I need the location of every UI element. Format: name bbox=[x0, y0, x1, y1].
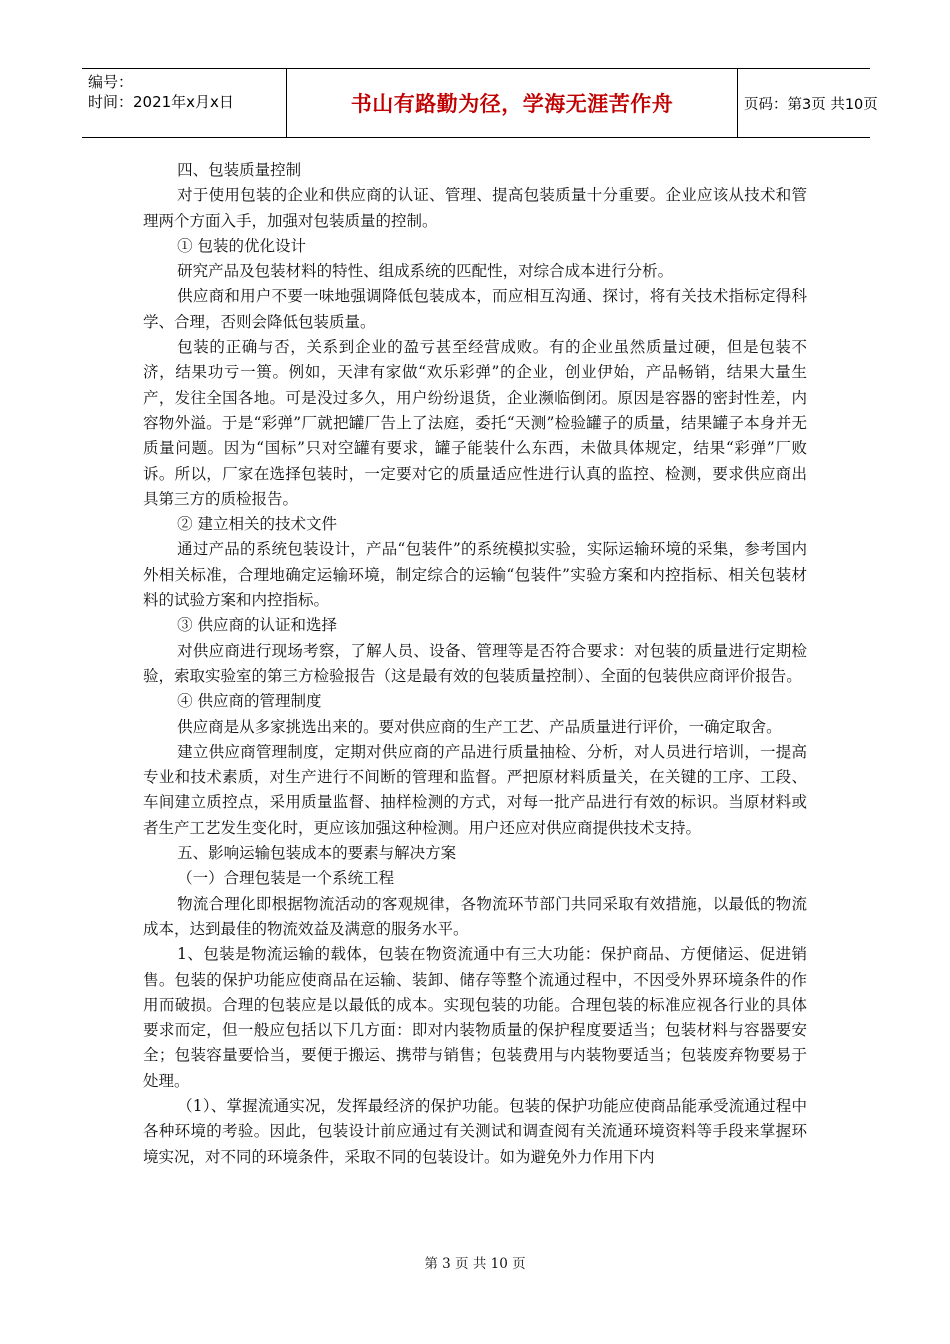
document-body bbox=[143, 158, 807, 1170]
header-motto-cell bbox=[287, 69, 738, 137]
page-footer: 第 3 页 共 10 页 bbox=[424, 1256, 526, 1272]
subheading-technical-documents: ② 建立相关的技术文件 bbox=[177, 515, 338, 534]
paragraph: 供应商和用户不要一味地强调降低包装成本，而应相互沟通、探讨，将有关技术指标定得科学、合理，否则会降低包装质量。 bbox=[143, 287, 807, 331]
subheading-system-engineering: （一）合理包装是一个系统工程 bbox=[177, 869, 395, 888]
paragraph: 供应商是从多家挑选出来的。要对供应商的生产工艺、产品质量进行评价，一确定取舍。 bbox=[177, 717, 782, 736]
paragraph: 通过产品的系统包装设计，产品“包装件”的系统模拟实验，实际运输环境的采集，参考国内外相关标准，合理地确定运输环境，制定综合的运输“包装件”实验方案和内控指标、相关包装材料的试验方案和内控指标。 bbox=[143, 540, 807, 610]
header-page-cell bbox=[738, 69, 878, 137]
header-page-info: 页码：第3页 共10页 bbox=[744, 96, 878, 113]
paragraph: 对于使用包装的企业和供应商的认证、管理、提高包装质量十分重要。企业应该从技术和管理两个方面入手，加强对包装质量的控制。 bbox=[143, 186, 807, 230]
paragraph: 研究产品及包装材料的特性、组成系统的匹配性，对综合成本进行分析。 bbox=[177, 262, 674, 281]
subheading-supplier-management: ④ 供应商的管理制度 bbox=[177, 692, 322, 711]
paragraph: 包装的正确与否，关系到企业的盈亏甚至经营成败。有的企业虽然质量过硬，但是包装不济，结果功亏一篑。例如，天津有家做“欢乐彩弹”的企业，创业伊始，产品畅销，结果大量生产，发往全国各地。可是没过多久，用户纷纷退货，企业濒临倒闭。原因是容器的密封性差，内容物外溢。于是“彩弹”厂就把罐厂告上了法庭，委托“天测”检验罐子的质量，结果罐子本身并无质量问题。因为“国标”只对空罐有要求，罐子能装什么东西，未做具体规定，结果“彩弹”厂败诉。所以，厂家在选择包装时，一定要对它的质量适应性进行认真的监控、检测，要求供应商出具第三方的质检报告。 bbox=[143, 338, 807, 508]
paragraph: （1）、掌握流通实况，发挥最经济的保护功能。包装的保护功能应使商品能承受流通过程中各种环境的考验。因此，包装设计前应通过有关测试和调查阅有关流通环境资料等手段来掌握环境实况，对不同的环境条件，采取不同的包装设计。如为避免外力作用下内 bbox=[143, 1096, 807, 1166]
header-meta-cell bbox=[82, 69, 287, 137]
subheading-supplier-certification: ③ 供应商的认证和选择 bbox=[177, 616, 338, 635]
paragraph: 建立供应商管理制度，定期对供应商的产品进行质量抽检、分析，对人员进行培训，一提高专业和技术素质，对生产进行不间断的管理和监督。严把原材料质量关，在关键的工序、工段、车间建立质控点，采用质量监督、抽样检测的方式，对每一批产品进行有效的标识。当原材料或者生产工艺发生变化时，更应该加强这种检测。用户还应对供应商提供技术支持。 bbox=[143, 742, 807, 837]
section-heading-quality-control: 四、包装质量控制 bbox=[177, 161, 302, 179]
paragraph: 对供应商进行现场考察，了解人员、设备、管理等是否符合要求：对包装的质量进行定期检验，索取实验室的第三方检验报告（这是最有效的包装质量控制）、全面的包装供应商评价报告。 bbox=[143, 641, 807, 685]
paragraph: 1、包装是物流运输的载体，包装在物资流通中有三大功能：保护商品、方便储运、促进销售。包装的保护功能应使商品在运输、装卸、储存等整个流通过程中，不因受外界环境条件的作用而破损。合理的包装应是以最低的成本。实现包装的功能。合理包装的标准应视各行业的具体要求而定，但一般应包括以下几方面：即对内装物质量的保护程度要适当；包装材料与容器要安全；包装容量要恰当，要便于搬运、携带与销售；包装费用与内装物要适当；包装废弃物要易于处理。 bbox=[143, 945, 807, 1090]
section-heading-cost-factors: 五、影响运输包装成本的要素与解决方案 bbox=[177, 844, 457, 863]
header-motto: 书山有路勤为径，学海无涯苦作舟 bbox=[350, 92, 674, 116]
subheading-optimized-design: ① 包装的优化设计 bbox=[177, 236, 307, 255]
document-date-label: 时间：2021年x月x日 bbox=[88, 93, 234, 111]
page-header bbox=[82, 68, 878, 138]
document-number-label: 编号： bbox=[88, 73, 134, 91]
paragraph: 物流合理化即根据物流活动的客观规律，各物流环节部门共同采取有效措施，以最低的物流成本，达到最佳的物流效益及满意的服务水平。 bbox=[143, 894, 807, 938]
